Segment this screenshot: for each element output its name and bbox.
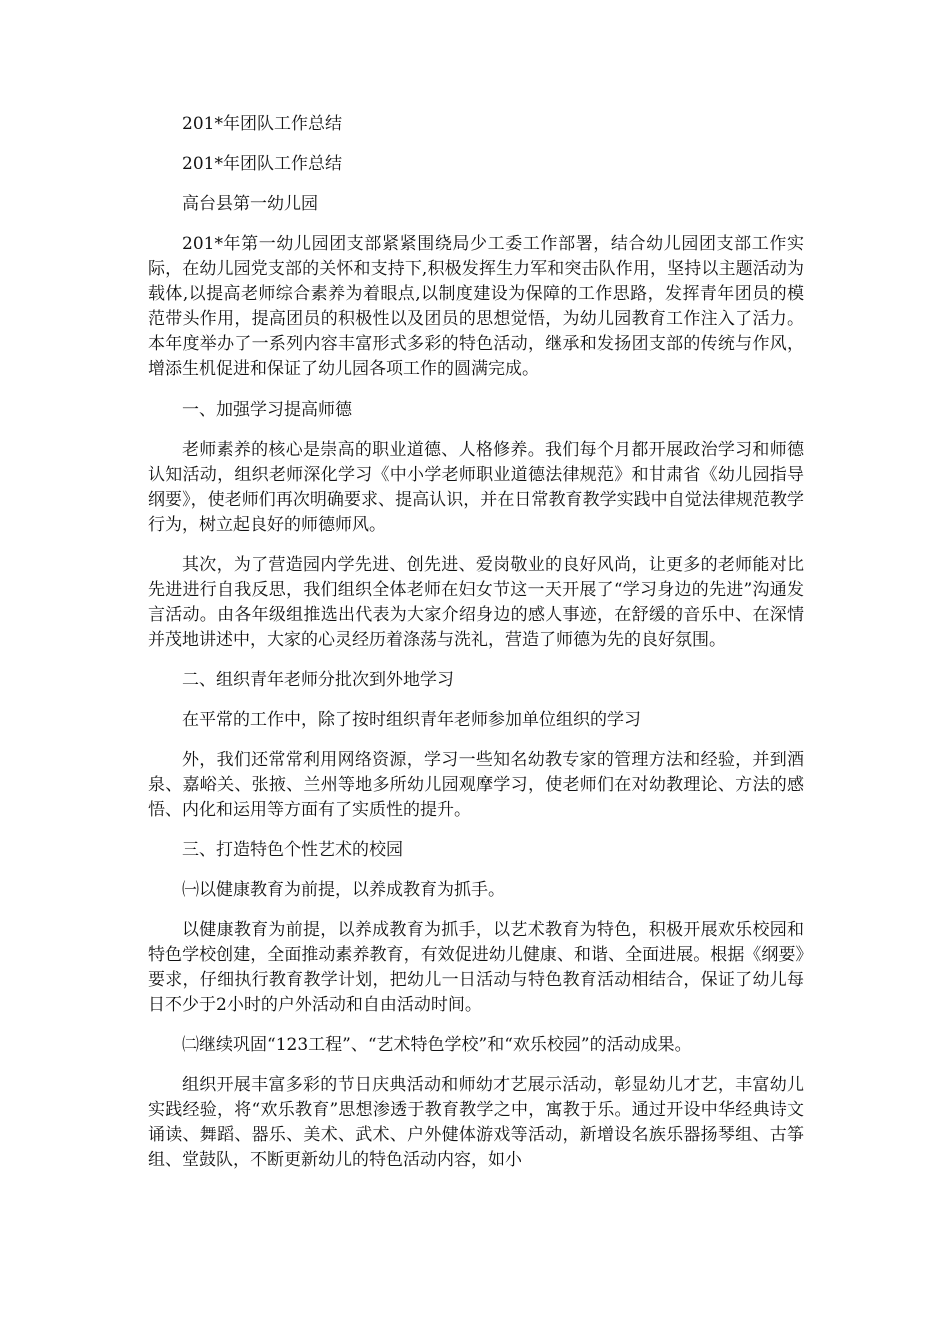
- sub-heading-2: ㈡继续巩固“123工程”、“艺术特色学校”和“欢乐校园”的活动成果。: [182, 1035, 692, 1055]
- sub-heading-1: ㈠以健康教育为前提，以养成教育为抓手。: [182, 880, 505, 900]
- body-paragraph: 老师素养的核心是崇高的职业道德、人格修养。我们每个月都开展政治学习和师德认知活动，组织老师深化学习《中小学老师职业道德法律规范》和甘肃省《幼儿园指导纲要》，使老师们再次明确要求、提高认识，并在日常教育教学实践中自觉法律规范教学行为，树立起良好的师德师风。: [148, 440, 804, 535]
- document-subtitle: 201*年团队工作总结: [182, 154, 342, 174]
- section-heading-1: 一、加强学习提高师德: [182, 400, 352, 420]
- document-page: [148, 112, 804, 1188]
- document-title: 201*年团队工作总结: [182, 114, 342, 134]
- body-paragraph: 其次，为了营造园内学先进、创先进、爱岗敬业的良好风尚，让更多的老师能对比先进进行自我反思，我们组织全体老师在妇女节这一天开展了“学习身边的先进”沟通发言活动。由各年级组推选出代表为大家介绍身边的感人事迹，在舒缓的音乐中、在深情并茂地讲述中，大家的心灵经历着涤荡与洗礼，营造了师德为先的良好氛围。: [148, 555, 804, 650]
- section-heading-2: 二、组织青年老师分批次到外地学习: [182, 670, 454, 690]
- body-paragraph: 以健康教育为前提，以养成教育为抓手，以艺术教育为特色，积极开展欢乐校园和特色学校创建，全面推动素养教育，有效促进幼儿健康、和谐、全面进展。根据《纲要》要求，仔细执行教育教学计划，把幼儿一日活动与特色教育活动相结合，保证了幼儿每日不少于2小时的户外活动和自由活动时间。: [148, 920, 804, 1015]
- body-paragraph: 组织开展丰富多彩的节日庆典活动和师幼才艺展示活动，彰显幼儿才艺，丰富幼儿实践经验，将“欢乐教育”思想渗透于教育教学之中，寓教于乐。通过开设中华经典诗文诵读、舞蹈、器乐、美术、武术、户外健体游戏等活动，新增设名族乐器扬琴组、古筝组、堂鼓队，不断更新幼儿的特色活动内容，如小: [148, 1075, 804, 1170]
- intro-paragraph: 201*年第一幼儿园团支部紧紧围绕局少工委工作部署，结合幼儿园团支部工作实际，在幼儿园党支部的关怀和支持下,积极发挥生力军和突击队作用，坚持以主题活动为载体,以提高老师综合素养为着眼点,以制度建设为保障的工作思路，发挥青年团员的模范带头作用，提高团员的积极性以及团员的思想觉悟，为幼儿园教育工作注入了活力。本年度举办了一系列内容丰富形式多彩的特色活动，继承和发扬团支部的传统与作风，增添生机促进和保证了幼儿园各项工作的圆满完成。: [148, 234, 804, 379]
- organization-name: 高台县第一幼儿园: [182, 194, 318, 214]
- body-paragraph: 外，我们还常常利用网络资源，学习一些知名幼教专家的管理方法和经验，并到酒泉、嘉峪关、张掖、兰州等地多所幼儿园观摩学习，使老师们在对幼教理论、方法的感悟、内化和运用等方面有了实质性的提升。: [148, 750, 804, 820]
- body-paragraph: 在平常的工作中，除了按时组织青年老师参加单位组织的学习: [182, 710, 641, 730]
- section-heading-3: 三、打造特色个性艺术的校园: [182, 840, 403, 860]
